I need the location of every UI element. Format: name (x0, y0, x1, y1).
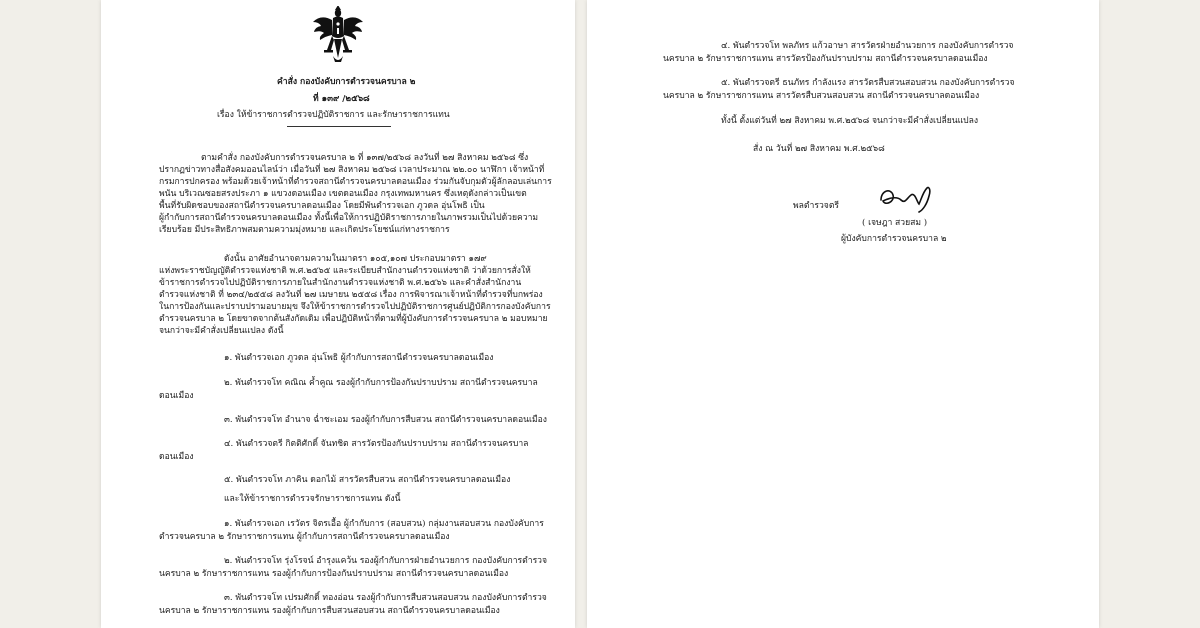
effective-date: ทั้งนี้ ตั้งแต่วันที่ ๒๗ สิงหาคม พ.ศ.๒๕๖๘ จนกว่าจะมีคำสั่งเปลี่ยนแปลง (721, 116, 979, 126)
para1-line: พนัน บริเวณซอยสรงประภา ๑ แขวงดอนเมือง เขตดอนเมือง กรุงเทพมหานคร ซึ่งเหตุดังกล่าวเป็นเขต (159, 189, 527, 199)
para2-line: ตำรวจแห่งชาติ ที่ ๒๓๔/๒๕๕๘ ลงวันที่ ๒๗ เมษายน ๒๕๕๘ เรื่อง การพิจารณาเจ้าหน้าที่ตำรวจที่บกพร่อง (159, 290, 543, 300)
list2-item: ๒. พันตำรวจโท รุ่งโรจน์ อำรุงแคว้น รองผู้กำกับการฝ่ายอำนวยการ กองบังคับการตำรวจ (224, 556, 548, 566)
order-title: คำสั่ง กองบังคับการตำรวจนครบาล ๒ (277, 77, 416, 87)
acting-intro: และให้ข้าราชการตำรวจรักษาราชการแทน ดังนี้ (224, 494, 401, 504)
list1-item: ๔. พันตำรวจตรี กิตติศักดิ์ จันทชิต สารวัตรป้องกันปราบปราม สถานีตำรวจนครบาล (224, 439, 529, 449)
para2-line: ข้าราชการตำรวจไปปฏิบัติราชการภายในสำนักงานตำรวจแห่งชาติ พ.ศ.๒๕๖๖ และคำสั่งสำนักงาน (159, 278, 522, 288)
header-divider (287, 126, 391, 127)
para2-line: ในการป้องกันและปราบปรามอบายมุข จึงให้ข้าราชการตำรวจไปปฏิบัติราชการศูนย์ปฏิบัติการกองบังคับการ (159, 302, 551, 312)
list2-item-cont: นครบาล ๒ รักษาราชการแทน รองผู้กำกับการสืบสวนสอบสวน สถานีตำรวจนครบาลดอนเมือง (159, 606, 500, 616)
continued-item-cont: นครบาล ๒ รักษาราชการแทน สารวัตรป้องกันปราบปราม สถานีตำรวจนครบาลดอนเมือง (663, 54, 988, 64)
para1-line: เรียบร้อย มีประสิทธิภาพสมตามความมุ่งหมาย และเกิดประโยชน์แก่ทางราชการ (159, 225, 450, 235)
list1-item-cont: ดอนเมือง (159, 391, 194, 401)
order-subject: เรื่อง ให้ข้าราชการตำรวจปฏิบัติราชการ และรักษาราชการแทน (217, 110, 450, 120)
continued-item: ๕. พันตำรวจตรี ธนภัทร กำลังแรง สารวัตรสืบสวนสอบสวน กองบังคับการตำรวจ (721, 78, 1015, 88)
list2-item-cont: นครบาล ๒ รักษาราชการแทน รองผู้กำกับการป้องกันปราบปราม สถานีตำรวจนครบาลดอนเมือง (159, 569, 509, 579)
signer-rank: พลตำรวจตรี (793, 201, 840, 211)
signer-name: ( เจษฎา สวยสม ) (862, 218, 928, 228)
list2-item-cont: ตำรวจนครบาล ๒ รักษาราชการแทน ผู้กำกับการสถานีตำรวจนครบาลดอนเมือง (159, 532, 450, 542)
garuda-emblem-icon (311, 6, 365, 66)
list1-item-cont: ดอนเมือง (159, 452, 194, 462)
para1-line: กรมการปกครอง พร้อมด้วยเจ้าหน้าที่ตำรวจสถานีตำรวจนครบาลดอนเมือง ร่วมกันจับกุมตัวผู้ลักลอบเล่นการ (159, 177, 552, 187)
continued-item: ๔. พันตำรวจโท พลภัทร แก้วอาษา สารวัตรฝ่ายอำนวยการ กองบังคับการตำรวจ (721, 41, 1014, 51)
list1-item: ๒. พันตำรวจโท คณิณ ค้ำคูณ รองผู้กำกับการป้องกันปราบปราม สถานีตำรวจนครบาล (224, 378, 538, 388)
para1-line: ปรากฏข่าวทางสื่อสังคมออนไลน์ว่า เมื่อวันที่ ๒๗ สิงหาคม ๒๕๖๘ เวลาประมาณ ๒๒.๐๐ นาฬิกา เจ้าหน้าที่ (159, 165, 545, 175)
list1-item: ๕. พันตำรวจโท ภาคิน ดอกไม้ สารวัตรสืบสวน สถานีตำรวจนครบาลดอนเมือง (224, 475, 511, 485)
para2-line: ดังนั้น อาศัยอำนาจตามความในมาตรา ๑๐๕,๑๐๗ ประกอบมาตรา ๑๗๙ (224, 254, 487, 264)
para2-line: จนกว่าจะมีคำสั่งเปลี่ยนแปลง ดังนี้ (159, 326, 284, 336)
continued-item-cont: นครบาล ๒ รักษาราชการแทน สารวัตรสืบสวนสอบสวน สถานีตำรวจนครบาลดอนเมือง (663, 91, 980, 101)
para1-line: พื้นที่รับผิดชอบของสถานีตำรวจนครบาลดอนเมือง โดยมีพันตำรวจเอก ภูวดล อุ่นโพธิ เป็น (159, 201, 485, 211)
para2-line: ตำรวจนครบาล ๒ โดยขาดจากต้นสังกัดเดิม เพื่อปฏิบัติหน้าที่ตามที่ผู้บังคับการตำรวจนครบาล ๒ มอบหมาย (159, 314, 548, 324)
para1-line: ผู้กำกับการสถานีตำรวจนครบาลดอนเมือง ทั้งนี้เพื่อให้การปฏิบัติราชการภายในภาพรวมเป็นไปด้วยความ (159, 213, 539, 223)
list2-item: ๓. พันตำรวจโท เปรมศักดิ์ ทองอ่อน รองผู้กำกับการสืบสวนสอบสวน กองบังคับการตำรวจ (224, 593, 547, 603)
para1-line: ตามคำสั่ง กองบังคับการตำรวจนครบาล ๒ ที่ ๑๓๗/๒๕๖๘ ลงวันที่ ๒๗ สิงหาคม ๒๕๖๘ ซึ่ง (201, 153, 529, 163)
list2-item: ๑. พันตำรวจเอก เรวัตร จิตรเอื้อ ผู้กำกับการ (สอบสวน) กลุ่มงานสอบสวน กองบังคับการ (224, 519, 544, 529)
list1-item: ๓. พันตำรวจโท อำนาจ ฉ่ำชะเอม รองผู้กำกับการสืบสวน สถานีตำรวจนครบาลดอนเมือง (224, 415, 547, 425)
order-number: ที่ ๑๓๙ /๒๕๖๘ (313, 94, 370, 104)
document-page-2 (587, 0, 1099, 628)
order-date: สั่ง ณ วันที่ ๒๗ สิงหาคม พ.ศ.๒๕๖๘ (753, 144, 885, 154)
para2-line: แห่งพระราชบัญญัติตำรวจแห่งชาติ พ.ศ.๒๕๖๕ และระเบียบสำนักงานตำรวจแห่งชาติ ว่าด้วยการสั่งให้ (159, 266, 531, 276)
document-page-1 (101, 0, 575, 628)
list1-item: ๑. พันตำรวจเอก ภูวดล อุ่นโพธิ ผู้กำกับการสถานีตำรวจนครบาลดอนเมือง (224, 353, 494, 363)
handwritten-signature (875, 182, 947, 216)
signer-position: ผู้บังคับการตำรวจนครบาล ๒ (841, 234, 947, 244)
